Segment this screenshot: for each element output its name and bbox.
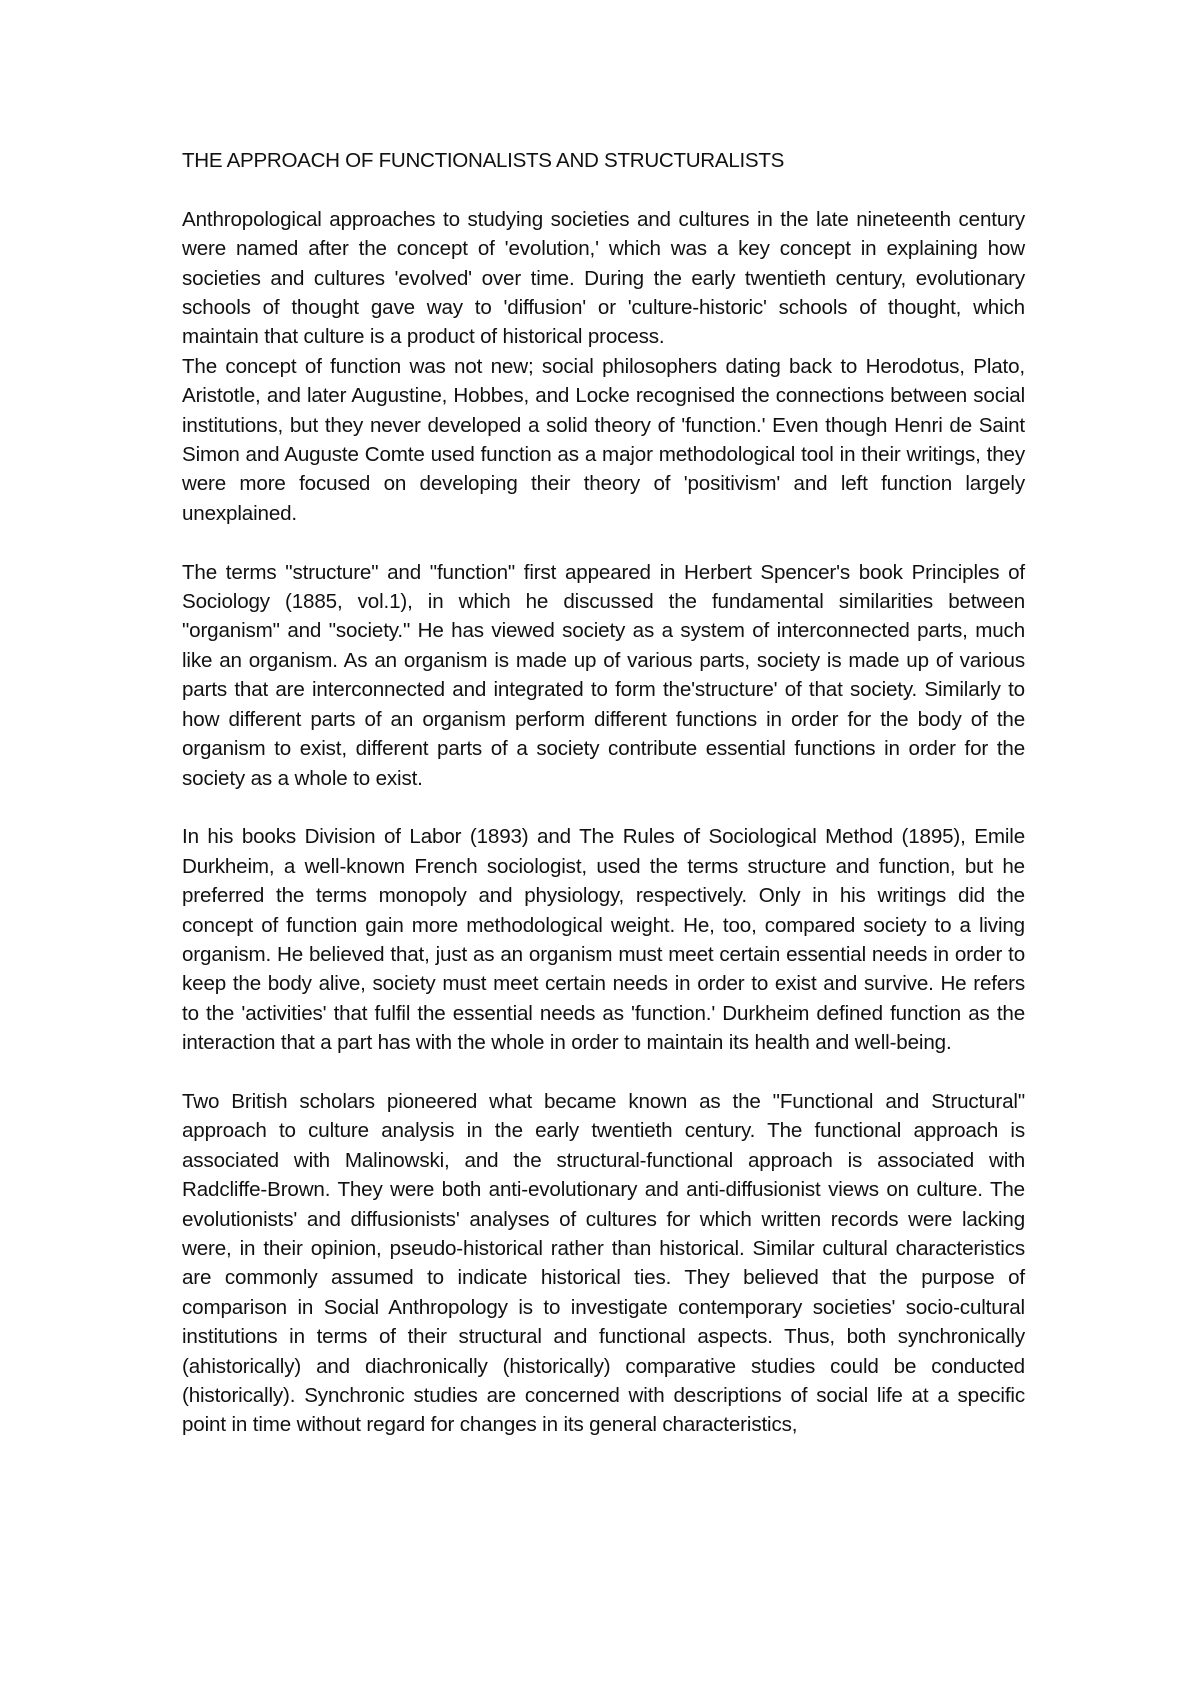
paragraph-durkheim: In his books Division of Labor (1893) and The Rules of Sociological Method (1895), Emile Durkheim, a well-known French sociologist, used the terms structure and function, but he preferred the terms monopoly and physiology, respectively. Only in his writings did the concept of function gain more methodological weight. He, too, compared society to a living organism. He believed that, just as an organism must meet certain essential needs in order to keep the body alive, society must meet certain needs in order to exist and survive. He refers to the 'activities' that fulfil the essential needs as 'function.' Durkheim defined function as the interaction that a part has with the whole in order to maintain its health and well-being. <box>182 825 1025 1055</box>
document-body <box>182 146 1025 1440</box>
paragraph-british-scholars: Two British scholars pioneered what became known as the "Functional and Structural" approach to culture analysis in the early twentieth century. The functional approach is associated with Malinowski, and the structural-functional approach is associated with Radcliffe-Brown. They were both anti-evolutionary and anti-diffusionist views on culture. The evolutionists' and diffusionists' analyses of cultures for which written records were lacking were, in their opinion, pseudo-historical rather than historical. Similar cultural characteristics are commonly assumed to indicate historical ties. They believed that the purpose of comparison in Social Anthropology is to investigate contemporary societies' socio-cultural institutions in terms of their structural and functional aspects. Thus, both synchronically (ahistorically) and diachronically (historically) comparative studies could be conducted (historically). Synchronic studies are concerned with descriptions of social life at a specific point in time without regard for changes in its general characteristics, <box>182 1089 1025 1437</box>
paragraph-evolution: Anthropological approaches to studying societies and cultures in the late nineteenth century were named after the concept of 'evolution,' which was a key concept in explaining how societies and cultures 'evolved' over time. During the early twentieth century, evolutionary schools of thought gave way to 'diffusion' or 'culture-historic' schools of thought, which maintain that culture is a product of historical process. <box>182 207 1025 349</box>
paragraph-spencer: The terms "structure" and "function" first appeared in Herbert Spencer's book Principles of Sociology (1885, vol.1), in which he discussed the fundamental similarities between "organism" and "society." He has viewed society as a system of interconnected parts, much like an organism. As an organism is made up of various parts, society is made up of various parts that are interconnected and integrated to form the'structure' of that society. Similarly to how different parts of an organism perform different functions in order for the body of the organism to exist, different parts of a society contribute essential functions in order for the society as a whole to exist. <box>182 560 1025 790</box>
document-title: THE APPROACH OF FUNCTIONALISTS AND STRUCTURALISTS <box>182 149 785 172</box>
paragraph-concept-of-function: The concept of function was not new; social philosophers dating back to Herodotus, Plato, Aristotle, and later Augustine, Hobbes, and Locke recognised the connections between social institutions, but they never developed a solid theory of 'function.' Even though Henri de Saint Simon and Auguste Comte used function as a major methodological tool in their writings, they were more focused on developing their theory of 'positivism' and left function largely unexplained. <box>182 354 1025 525</box>
